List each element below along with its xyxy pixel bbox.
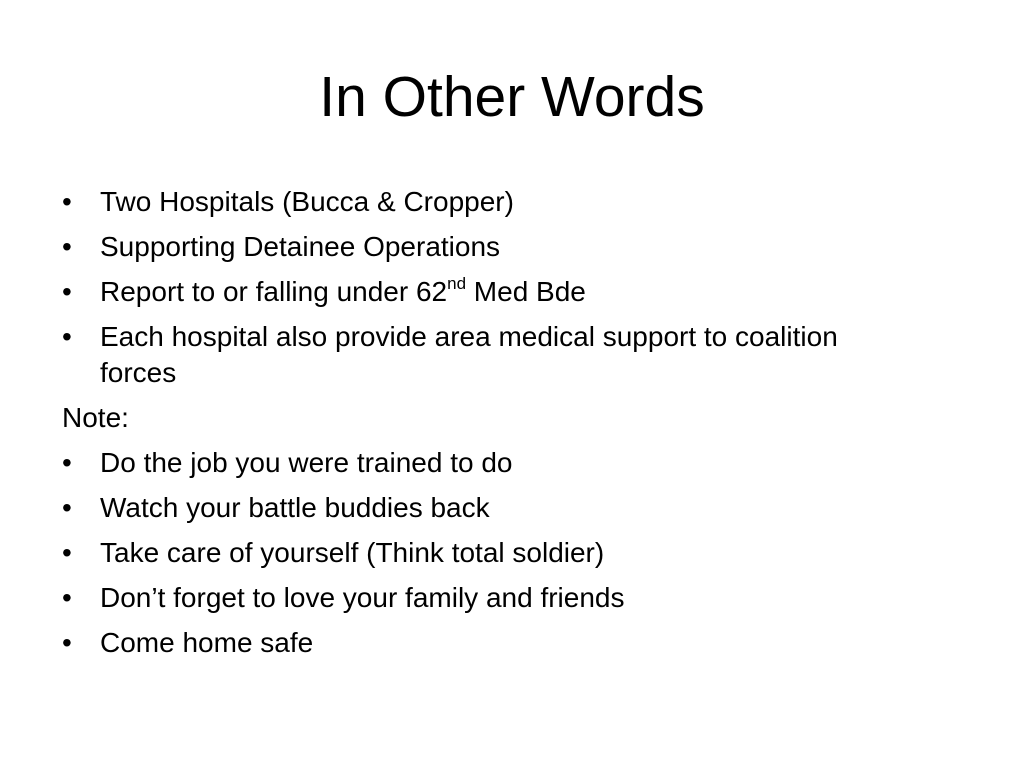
bullet-text: Watch your battle buddies back (100, 492, 490, 523)
bullet-text: Two Hospitals (Bucca & Cropper) (100, 186, 514, 217)
bullet-icon: • (62, 321, 72, 352)
bullet-item (62, 445, 962, 481)
bullet-item (62, 319, 962, 391)
bullet-item (62, 274, 962, 310)
bullet-item (62, 580, 962, 616)
bullet-icon: • (62, 447, 72, 478)
bullet-text: Supporting Detainee Operations (100, 231, 501, 262)
note-heading (62, 400, 962, 436)
bullet-item (62, 535, 962, 571)
bullet-item (62, 490, 962, 526)
bullet-icon: • (62, 582, 72, 613)
bullet-icon: • (62, 231, 72, 262)
bullet-item (62, 229, 962, 265)
bullet-icon: • (62, 537, 72, 568)
bullet-item (62, 184, 962, 220)
bullet-icon: • (62, 276, 72, 307)
bullet-text: Each hospital also provide area medical support to coalition forces (100, 321, 838, 388)
ordinal-superscript: nd (447, 273, 467, 293)
bullet-icon: • (62, 627, 72, 658)
bullet-text: Don’t forget to love your family and friends (100, 582, 625, 613)
bullet-text-before: Report to or falling under 62 (100, 276, 448, 307)
bullet-text: Take care of yourself (Think total soldier) (100, 537, 605, 568)
bullet-icon: • (62, 186, 72, 217)
note-label: Note: (62, 402, 129, 433)
bullet-icon: • (62, 492, 72, 523)
bullet-text-after: Med Bde (466, 276, 586, 307)
bullet-text: Do the job you were trained to do (100, 447, 513, 478)
bullet-item (62, 625, 962, 661)
slide-body (62, 184, 962, 670)
bullet-text: Come home safe (100, 627, 314, 658)
slide-title: In Other Words (319, 65, 705, 129)
